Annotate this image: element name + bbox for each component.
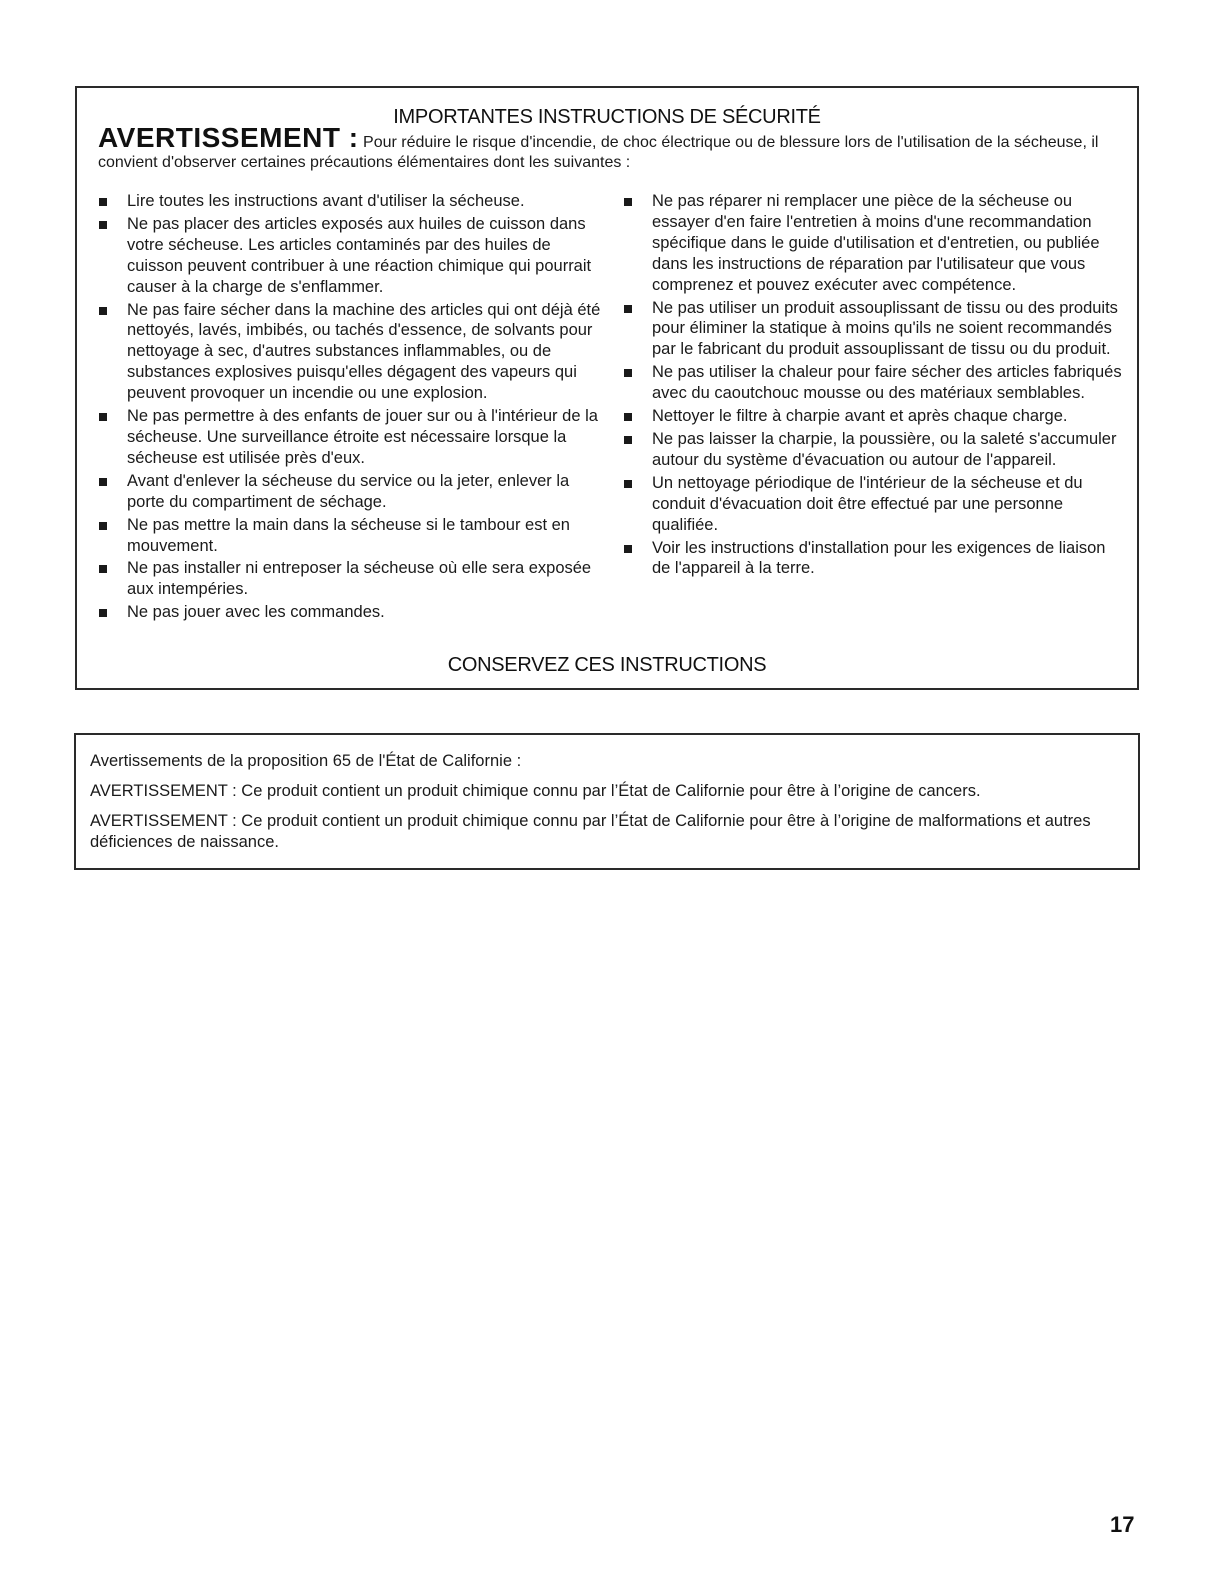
safety-instructions-box: [75, 86, 1139, 690]
list-item: Ne pas laisser la charpie, la poussière, ou la saleté s'accumuler autour du système d'évacuation ou autour de l'appareil.: [623, 429, 1123, 471]
list-item: Ne pas mettre la main dans la sécheuse si le tambour est en mouvement.: [98, 515, 608, 557]
list-item: Ne pas faire sécher dans la machine des articles qui ont déjà été nettoyés, lavés, imbibés, ou tachés d'essence, de solvants pour nettoyage à sec, d'autres substances inflammables, ou de substances explosives puisqu'elles dégagent des vapeurs qui peuvent provoquer un incendie ou une explosion.: [98, 300, 608, 405]
list-item: Ne pas jouer avec les commandes.: [98, 602, 608, 623]
list-item: Ne pas installer ni entreposer la sécheuse où elle sera exposée aux intempéries.: [98, 558, 608, 600]
page-number: 17: [1110, 1512, 1135, 1537]
warning-intro: [98, 122, 1118, 173]
list-item: Ne pas placer des articles exposés aux huiles de cuisson dans votre sécheuse. Les articles contaminés par des huiles de cuisson peuvent contribuer à une réaction chimique qui pourrait causer à la charge de s'enflammer.: [98, 214, 608, 298]
right-instruction-list: [623, 191, 1123, 581]
warning-text: Pour réduire le risque d'incendie, de choc électrique ou de blessure lors de l'utilisation de la sécheuse, il convient d'observer certaines précautions élémentaires dont les suivantes :: [98, 134, 1099, 171]
conclusion-heading: CONSERVEZ CES INSTRUCTIONS: [447, 654, 767, 676]
list-item: Un nettoyage périodique de l'intérieur de la sécheuse et du conduit d'évacuation doit être effectué par une personne qualifiée.: [623, 473, 1123, 536]
left-instruction-list: [98, 191, 608, 625]
prop65-heading: Avertissements de la proposition 65 de l'État de Californie :: [90, 752, 522, 770]
list-item: Avant d'enlever la sécheuse du service ou la jeter, enlever la porte du compartiment de séchage.: [98, 471, 608, 513]
list-item: Ne pas permettre à des enfants de jouer sur ou à l'intérieur de la sécheuse. Une surveillance étroite est nécessaire lorsque la sécheuse est utilisée près d'eux.: [98, 406, 608, 469]
list-item: Ne pas utiliser un produit assouplissant de tissu ou des produits pour éliminer la statique à moins qu'ils ne soient recommandés par le fabricant du produit assouplissant de tissu ou du produit.: [623, 298, 1123, 361]
prop65-birth-defect-warning: AVERTISSEMENT : Ce produit contient un produit chimique connu par l’État de Californie pour être à l’origine de malformations et autres déficiences de naissance.: [90, 812, 1091, 851]
list-item: Ne pas utiliser la chaleur pour faire sécher des articles fabriqués avec du caoutchouc mousse ou des matériaux semblables.: [623, 362, 1123, 404]
prop65-warning-box: [74, 733, 1140, 870]
list-item: Lire toutes les instructions avant d'utiliser la sécheuse.: [98, 191, 608, 212]
safety-title: IMPORTANTES INSTRUCTIONS DE SÉCURITÉ: [393, 106, 821, 128]
list-item: Ne pas réparer ni remplacer une pièce de la sécheuse ou essayer d'en faire l'entretien à moins d'une recommandation spécifique dans le guide d'utilisation et d'entretien, ou publiée dans les instructions de réparation par l'utilisateur que vous comprenez et pouvez exécuter avec compétence.: [623, 191, 1123, 296]
warning-word: AVERTISSEMENT :: [98, 122, 359, 153]
list-item: Nettoyer le filtre à charpie avant et après chaque charge.: [623, 406, 1123, 427]
prop65-cancer-warning: AVERTISSEMENT : Ce produit contient un produit chimique connu par l’État de Californie pour être à l’origine de cancers.: [90, 782, 981, 800]
list-item: Voir les instructions d'installation pour les exigences de liaison de l'appareil à la terre.: [623, 538, 1123, 580]
